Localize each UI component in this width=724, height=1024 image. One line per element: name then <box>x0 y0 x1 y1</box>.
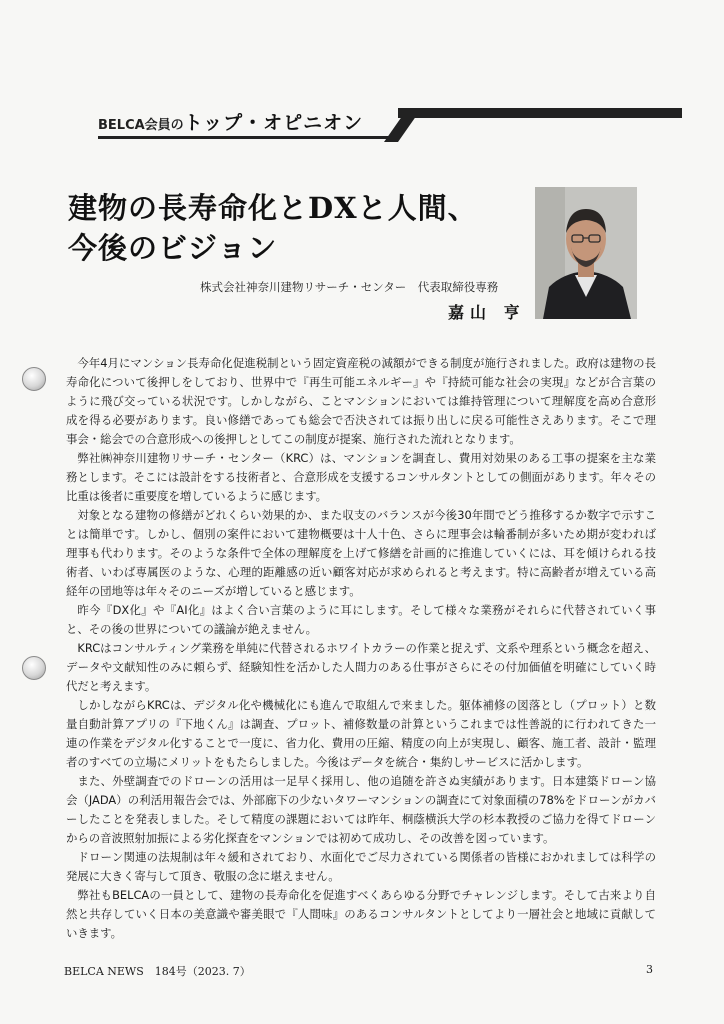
portrait-illustration <box>535 187 637 319</box>
paragraph: KRCはコンサルティング業務を単純に代替されるホワイトカラーの作業と捉えず、文系や理系という概念を超え、データや文献知性のみに頼らず、経験知性を活かした人間力のある仕事がさらにその付加価値を明確にしていく時代だと考えます。 <box>66 641 656 693</box>
article-title-line2: 今後のビジョン <box>68 231 278 265</box>
banner-underline <box>98 136 398 139</box>
paragraph: また、外壁調査でのドローンの活用は一足早く採用し、他の追随を許さぬ実績があります。日本建築ドローン協会（JADA）の利活用報告会では、外部廊下の少ないタワーマンションの調査にて対象面積の78%をドローンがカバーしたことを発表しました。そして精度の課題においては昨年、桐蔭横浜大学の杉本教授のご協力を得てドローンからの音波照射加振による劣化探査をマンションでは初めて成功し、その改善を図っています。 <box>66 774 656 845</box>
footer-page-number: 3 <box>646 963 653 976</box>
banner-prefix: BELCA会員の <box>98 118 184 133</box>
section-banner <box>98 102 678 142</box>
footer-publication: BELCA NEWS 184号（2023. 7） <box>64 965 251 978</box>
author-portrait <box>535 187 637 319</box>
paragraph: 昨今『DX化』や『AI化』はよく合い言葉のように耳にします。そして様々な業務がそれらに代替されていく事と、その後の世界についての議論が絶えません。 <box>66 603 656 636</box>
paragraph: しかしながらKRCは、デジタル化や機械化にも進んで取組んで来ました。躯体補修の図落とし（プロット）と数量自動計算アプリの『下地くん』は調査、プロット、補修数量の計算というこれまでは性善説的に行われてきた一連の作業をデジタル化することで一度に、省力化、費用の圧縮、精度の向上が実現し、顧客、施工者、設計・監理者のすべての立場にメリットをもたらしました。今後はデータを統合・集約しサービスに活かします。 <box>66 698 656 769</box>
article-title <box>68 188 508 268</box>
paragraph: 今年4月にマンション長寿命化促進税制という固定資産税の減額ができる制度が施行されました。政府は建物の長寿命化について後押しをしており、世界中で『再生可能エネルギー』や『持続可能な社会の実現』などが合言葉のように飛び交っている状況です。しかしながら、ことマンションにおいては維持管理について理解度を高め合意形成を得る必要があります。良い修繕であっても総会で否決されては振り出しに戻る可能性さえあります。そこで理事会・総会での合意形成への後押しとしてこの制度が提案、施行された流れとなります。 <box>66 356 656 446</box>
paragraph: 弊社㈱神奈川建物リサーチ・センター（KRC）は、マンションを調査し、費用対効果のある工事の提案を主な業務とします。そこには設計をする技術者と、合意形成を支援するコンサルタントとしての側面があります。年々その比重は後者に重要度を増しているように感じます。 <box>66 451 656 503</box>
author-affiliation: 株式会社神奈川建物リサーチ・センター 代表取締役専務 <box>200 280 499 294</box>
article-title-line1: 建物の長寿命化とDXと人間、 <box>68 191 478 225</box>
punch-hole-bottom <box>22 656 46 680</box>
paragraph: ドローン関連の法規制は年々緩和されており、水面化でご尽力されている関係者の皆様におかれましては科学の発展に大きく寄与して頂き、敬服の念に堪えません。 <box>66 850 656 883</box>
author-name: 嘉山 亨 <box>448 303 526 322</box>
punch-hole-top <box>22 367 46 391</box>
banner-label <box>98 108 363 135</box>
paragraph: 弊社もBELCAの一員として、建物の長寿命化を促進すべくあらゆる分野でチャレンジします。そして古来より自然と共存していく日本の美意識や審美眼で『人間味』のあるコンサルタントとしてより一層社会と地域に貢献していきます。 <box>66 888 656 940</box>
banner-title: トップ・オピニオン <box>183 112 364 134</box>
article-body <box>66 354 656 943</box>
paragraph: 対象となる建物の修繕がどれくらい効果的か、また収支のバランスが今後30年間でどう推移するか数字で示すことは簡単です。しかし、個別の案件において建物概要は十人十色、さらに理事会は輪番制が多いため期が変われば理事も代わります。そのような条件で全体の理解度を上げて修繕を計画的に推進していくには、耳を傾けられる技術者、いわば専属医のような、心理的距離感の近い顧客対応が求められると考えます。特に高齢者が増えている高経年の団地等は年々そのニーズが増していると感じます。 <box>66 508 656 598</box>
banner-bar <box>398 108 682 118</box>
